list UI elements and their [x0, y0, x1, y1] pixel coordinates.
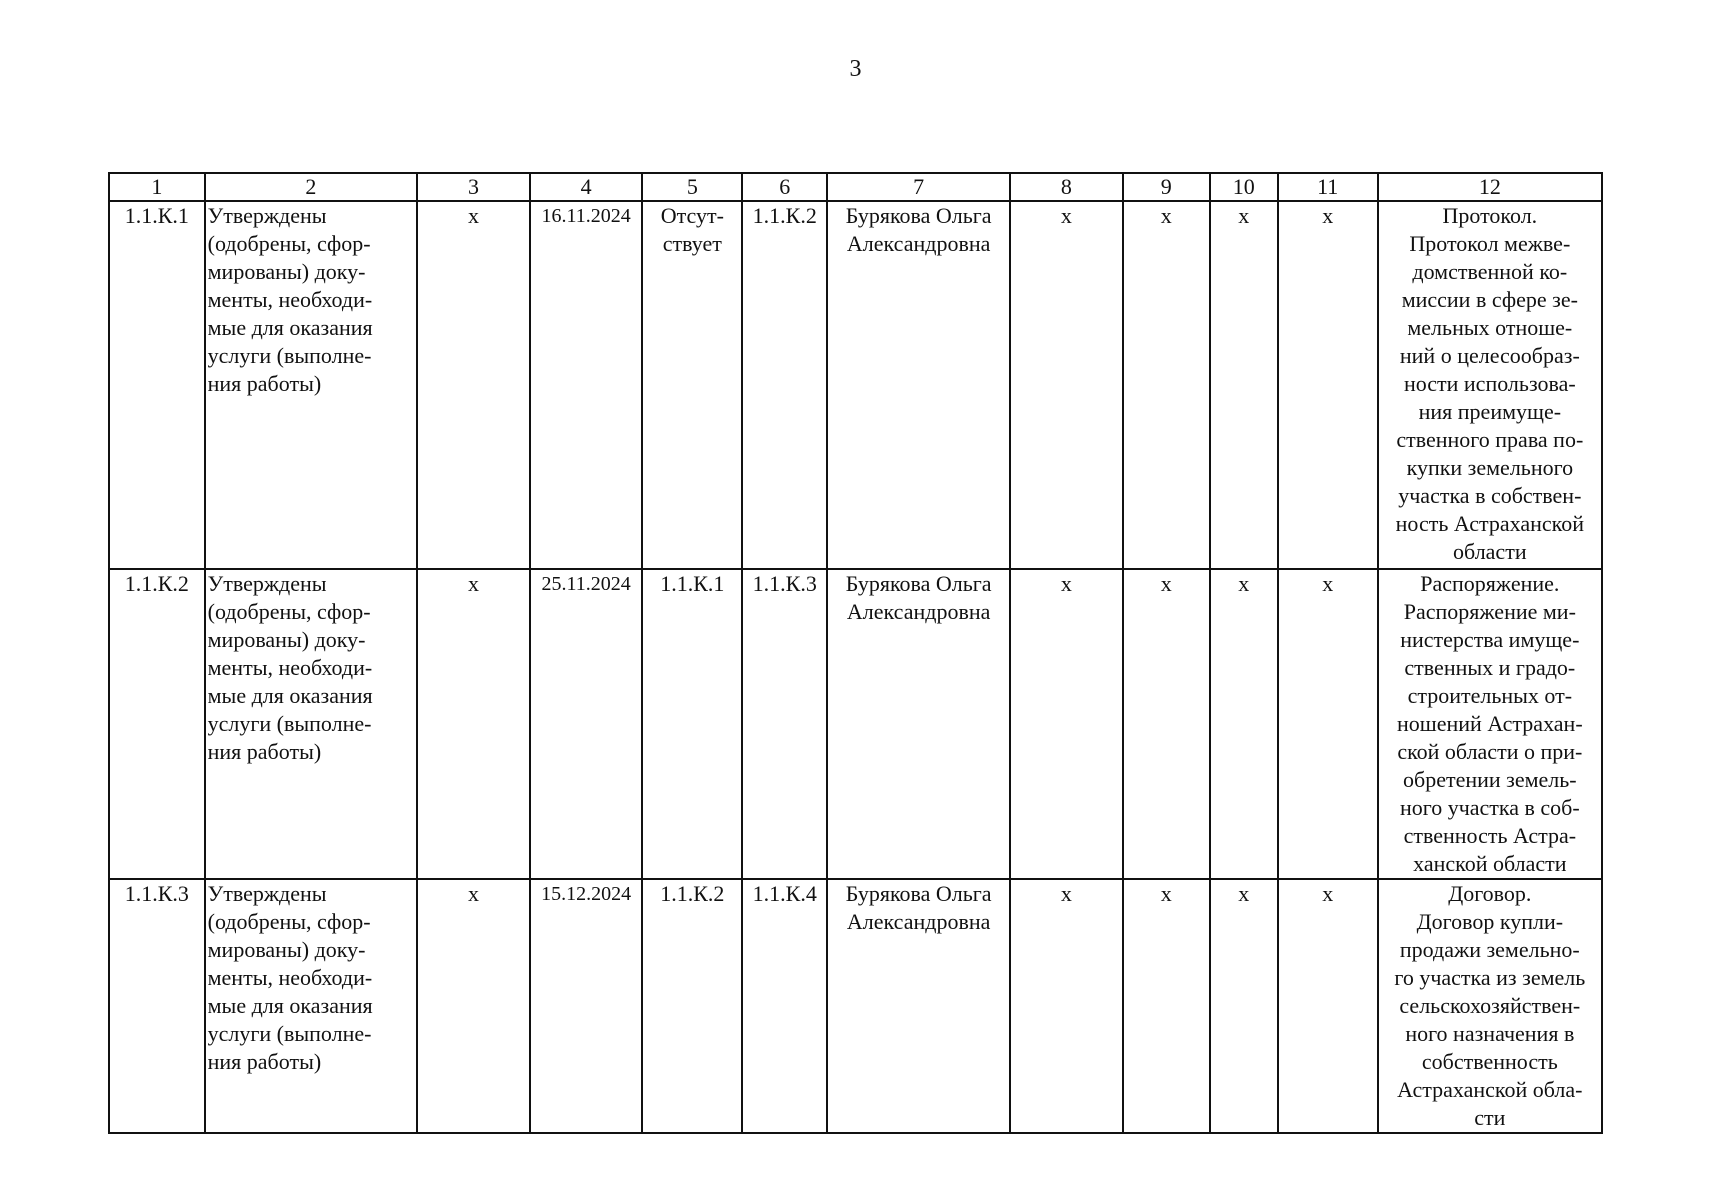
- date-cell-text: 25.11.2024: [541, 573, 631, 595]
- row-id-cell-text: 1.1.К.1: [124, 203, 189, 228]
- col8-cell: [1010, 879, 1123, 1133]
- next-event-cell-text: 1.1.К.2: [752, 203, 817, 228]
- document-cell-line: строительных от-: [1407, 683, 1573, 708]
- previous-event-cell: [642, 201, 742, 569]
- col3-cell: [417, 201, 530, 569]
- description-cell-line: мые для оказания: [207, 993, 373, 1018]
- responsible-cell: [827, 569, 1010, 879]
- document-cell-line: Распоряжение.: [1420, 571, 1560, 596]
- responsible-cell-line: Александровна: [846, 909, 991, 934]
- next-event-cell: [742, 201, 827, 569]
- document-cell-line: мельных отноше-: [1407, 315, 1573, 340]
- document-cell-line: купки земельного: [1406, 455, 1574, 480]
- col3-cell-text: x: [467, 571, 479, 596]
- col10-cell-text: x: [1238, 571, 1250, 596]
- col9-cell-text: x: [1160, 881, 1172, 906]
- col10-cell: [1210, 569, 1278, 879]
- col11-cell-text: x: [1322, 571, 1334, 596]
- col9-cell: [1123, 879, 1210, 1133]
- description-cell-line: Утверждены: [207, 881, 327, 906]
- document-cell-line: обретении земель-: [1403, 767, 1577, 792]
- table-row: [109, 879, 1602, 1133]
- date-cell: [530, 569, 643, 879]
- document-cell-line: домственной ко-: [1412, 259, 1568, 284]
- document-cell-line: нистерства имуще-: [1400, 627, 1580, 652]
- document-cell-line: участка в собствен-: [1398, 483, 1582, 508]
- document-cell-line: Протокол межве-: [1409, 231, 1571, 256]
- header-cell: 11: [1278, 173, 1378, 201]
- row-id-cell-text: 1.1.К.3: [124, 881, 189, 906]
- document-cell-line: сельскохозяйствен-: [1399, 993, 1581, 1018]
- previous-event-cell-line: 1.1.К.1: [660, 571, 725, 596]
- document-cell-line: Договор.: [1448, 881, 1532, 906]
- document-cell-line: Распоряжение ми-: [1403, 599, 1576, 624]
- description-cell-line: мые для оказания: [207, 315, 373, 340]
- description-cell: [205, 879, 418, 1133]
- col8-cell: [1010, 201, 1123, 569]
- document-cell-line: ности использова-: [1403, 371, 1576, 396]
- table-row: [109, 201, 1602, 569]
- col11-cell: [1278, 569, 1378, 879]
- document-cell-line: Астраханской обла-: [1397, 1077, 1583, 1102]
- col11-cell-text: x: [1322, 881, 1334, 906]
- document-cell-line: ханской области: [1413, 851, 1567, 876]
- description-cell-line: (одобрены, сфор-: [207, 599, 371, 624]
- previous-event-cell-line: ствует: [662, 231, 722, 256]
- description-cell-line: менты, необходи-: [207, 287, 373, 312]
- header-cell: 7: [827, 173, 1010, 201]
- row-id-cell-text: 1.1.К.2: [124, 571, 189, 596]
- description-cell-line: мированы) доку-: [207, 259, 366, 284]
- row-id-cell: [109, 569, 205, 879]
- document-cell-line: сти: [1474, 1105, 1506, 1130]
- control-points-table: [108, 172, 1603, 1134]
- header-cell: 12: [1378, 173, 1602, 201]
- date-cell: [530, 879, 643, 1133]
- header-cell: 6: [742, 173, 827, 201]
- document-cell-line: ственного права по-: [1396, 427, 1584, 452]
- header-cell: 1: [109, 173, 205, 201]
- col11-cell-text: x: [1322, 203, 1334, 228]
- document-cell-line: ного назначения в: [1405, 1021, 1575, 1046]
- document-cell-line: миссии в сфере зе-: [1401, 287, 1578, 312]
- document-cell: [1378, 569, 1602, 879]
- description-cell-line: услуги (выполне-: [207, 1021, 372, 1046]
- header-cell: 2: [205, 173, 418, 201]
- col9-cell-text: x: [1160, 571, 1172, 596]
- next-event-cell-text: 1.1.К.4: [752, 881, 817, 906]
- description-cell-line: (одобрены, сфор-: [207, 231, 371, 256]
- document-cell-line: собственность: [1421, 1049, 1558, 1074]
- header-cell: 9: [1123, 173, 1210, 201]
- header-cell: 3: [417, 173, 530, 201]
- description-cell-line: ния работы): [207, 739, 322, 764]
- description-cell-line: (одобрены, сфор-: [207, 909, 371, 934]
- previous-event-cell: [642, 569, 742, 879]
- next-event-cell: [742, 879, 827, 1133]
- col3-cell: [417, 879, 530, 1133]
- document-cell-line: ственных и градо-: [1404, 655, 1576, 680]
- document-cell-line: ность Астраханской: [1395, 511, 1584, 536]
- document-cell-line: ного участка в соб-: [1399, 795, 1580, 820]
- page-number: 3: [849, 56, 862, 82]
- description-cell-line: ния работы): [207, 1049, 322, 1074]
- description-cell: [205, 569, 418, 879]
- col8-cell-text: x: [1060, 203, 1072, 228]
- document-cell-line: Договор купли-: [1416, 909, 1564, 934]
- col9-cell: [1123, 569, 1210, 879]
- responsible-cell: [827, 201, 1010, 569]
- header-cell: 5: [642, 173, 742, 201]
- previous-event-cell-line: Отсут-: [660, 203, 724, 228]
- table-header-row: [109, 173, 1602, 201]
- col3-cell: [417, 569, 530, 879]
- document-cell-line: ственность Астра-: [1403, 823, 1577, 848]
- col10-cell: [1210, 201, 1278, 569]
- description-cell-line: менты, необходи-: [207, 965, 373, 990]
- col9-cell-text: x: [1160, 203, 1172, 228]
- document-cell: [1378, 879, 1602, 1133]
- description-cell: [205, 201, 418, 569]
- col11-cell: [1278, 201, 1378, 569]
- table-row: [109, 569, 1602, 879]
- responsible-cell-line: Александровна: [846, 599, 991, 624]
- previous-event-cell: [642, 879, 742, 1133]
- col9-cell: [1123, 201, 1210, 569]
- document-cell: [1378, 201, 1602, 569]
- col10-cell: [1210, 879, 1278, 1133]
- col3-cell-text: x: [467, 881, 479, 906]
- col11-cell: [1278, 879, 1378, 1133]
- responsible-cell-line: Александровна: [846, 231, 991, 256]
- row-id-cell: [109, 201, 205, 569]
- date-cell-text: 15.12.2024: [541, 883, 632, 905]
- col10-cell-text: x: [1238, 881, 1250, 906]
- description-cell-line: Утверждены: [207, 203, 327, 228]
- col10-cell-text: x: [1238, 203, 1250, 228]
- document-cell-line: го участка из земель: [1394, 965, 1586, 990]
- document-cell-line: области: [1453, 539, 1527, 564]
- document-cell-line: Протокол.: [1442, 203, 1538, 228]
- description-cell-line: услуги (выполне-: [207, 711, 372, 736]
- header-cell: 4: [530, 173, 643, 201]
- description-cell-line: мированы) доку-: [207, 937, 366, 962]
- description-cell-line: менты, необходи-: [207, 655, 373, 680]
- document-cell-line: ния преимуще-: [1418, 399, 1562, 424]
- row-id-cell: [109, 879, 205, 1133]
- header-cell: 8: [1010, 173, 1123, 201]
- description-cell-line: Утверждены: [207, 571, 327, 596]
- date-cell: [530, 201, 643, 569]
- col8-cell: [1010, 569, 1123, 879]
- document-cell-line: ской области о при-: [1397, 739, 1583, 764]
- description-cell-line: ния работы): [207, 371, 322, 396]
- document-cell-line: продажи земельно-: [1399, 937, 1580, 962]
- description-cell-line: мированы) доку-: [207, 627, 366, 652]
- responsible-cell-line: Бурякова Ольга: [845, 881, 992, 906]
- document-cell-line: ношений Астрахан-: [1397, 711, 1583, 736]
- description-cell-line: услуги (выполне-: [207, 343, 372, 368]
- description-cell-line: мые для оказания: [207, 683, 373, 708]
- previous-event-cell-line: 1.1.К.2: [660, 881, 725, 906]
- next-event-cell-text: 1.1.К.3: [752, 571, 817, 596]
- header-cell: 10: [1210, 173, 1278, 201]
- responsible-cell-line: Бурякова Ольга: [845, 571, 992, 596]
- col3-cell-text: x: [467, 203, 479, 228]
- col8-cell-text: x: [1060, 881, 1072, 906]
- responsible-cell: [827, 879, 1010, 1133]
- next-event-cell: [742, 569, 827, 879]
- date-cell-text: 16.11.2024: [541, 205, 631, 227]
- document-cell-line: ний о целесообраз-: [1399, 343, 1580, 368]
- col8-cell-text: x: [1060, 571, 1072, 596]
- responsible-cell-line: Бурякова Ольга: [845, 203, 992, 228]
